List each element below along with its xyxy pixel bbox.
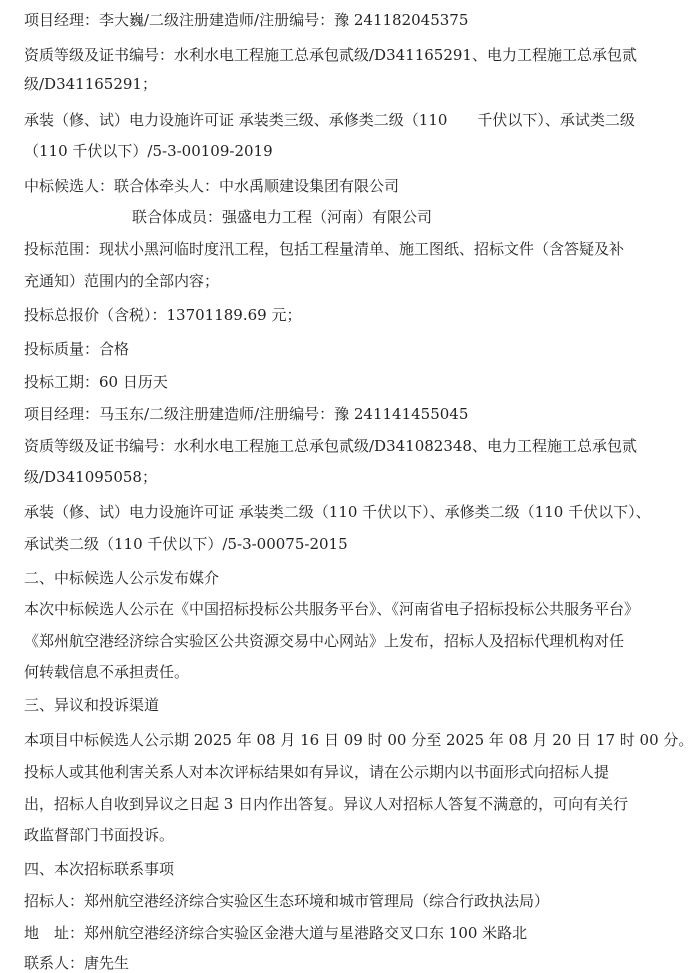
section-2-heading: 二、中标候选人公示发布媒介 [24, 569, 220, 587]
objection-line-b: 投标人或其他利害关系人对本次评标结果如有异议，请在公示期内以书面形式向招标人提 [24, 763, 610, 781]
objection-line-d: 政监督部门书面投诉。 [24, 826, 175, 844]
license-2-line-b: 承试类二级（110 千伏以下）/5-3-00075-2015 [24, 535, 348, 553]
license-2-line-a: 承装（修、试）电力设施许可证 承装类二级（110 千伏以下）、承修类二级（110 千伏以下）、 [24, 503, 651, 521]
bid-duration: 投标工期：60 日历天 [24, 373, 168, 391]
bid-scope-line-a: 投标范围：现状小黑河临时度汛工程，包括工程量清单、施工图纸、招标文件（含答疑及补 [24, 240, 625, 258]
bid-total-price: 投标总报价（含税）：13701189.69 元； [24, 306, 302, 324]
contact-tenderer: 招标人：郑州航空港经济综合实验区生态环境和城市管理局（综合行政执法局） [24, 892, 550, 910]
contact-person: 联系人：唐先生 [24, 954, 130, 972]
qualification-2-line-a: 资质等级及证书编号：水利水电工程施工总承包贰级/D341082348、电力工程施工总承包贰 [24, 437, 637, 455]
license-1-line-b: （110 千伏以下）/5-3-00109-2019 [24, 142, 273, 160]
qualification-1-line-b: 级/D341165291； [24, 75, 157, 93]
media-line-b: 《郑州航空港经济综合实验区公共资源交易中心网站》上发布，招标人及招标代理机构对任 [24, 632, 625, 650]
section-4-heading: 四、本次招标联系事项 [24, 860, 175, 878]
qualification-1-line-a: 资质等级及证书编号：水利水电工程施工总承包贰级/D341165291、电力工程施工总承包贰 [24, 46, 637, 64]
candidate-member: 联合体成员：强盛电力工程（河南）有限公司 [132, 208, 433, 226]
objection-line-c: 出，招标人自收到异议之日起 3 日内作出答复。异议人对招标人答复不满意的，可向有关行 [24, 795, 629, 813]
objection-line-a: 本项目中标候选人公示期 2025 年 08 月 16 日 09 时 00 分至 2025 年 08 月 20 日 17 时 00 分。 [24, 731, 693, 749]
media-line-c: 何转载信息不承担责任。 [24, 663, 190, 681]
pm-1-line: 项目经理：李大巍/二级注册建造师/注册编号：豫 241182045375 [24, 11, 469, 29]
media-line-a: 本次中标候选人公示在《中国招标投标公共服务平台》、《河南省电子招标投标公共服务平台》 [24, 600, 640, 618]
section-3-heading: 三、异议和投诉渠道 [24, 696, 160, 714]
pm-2-line: 项目经理：马玉东/二级注册建造师/注册编号：豫 241141455045 [24, 405, 469, 423]
contact-address: 地 址：郑州航空港经济综合实验区金港大道与星港路交叉口东 100 米路北 [24, 924, 528, 942]
qualification-2-line-b: 级/D341095058； [24, 468, 157, 486]
bid-scope-line-b: 充通知）范围内的全部内容； [24, 272, 220, 290]
bid-quality: 投标质量：合格 [24, 340, 130, 358]
candidate-lead: 中标候选人：联合体牵头人：中水禹顺建设集团有限公司 [24, 177, 400, 195]
license-1-line-a: 承装（修、试）电力设施许可证 承装类三级、承修类二级（110 千伏以下）、承试类二级 [24, 111, 635, 129]
